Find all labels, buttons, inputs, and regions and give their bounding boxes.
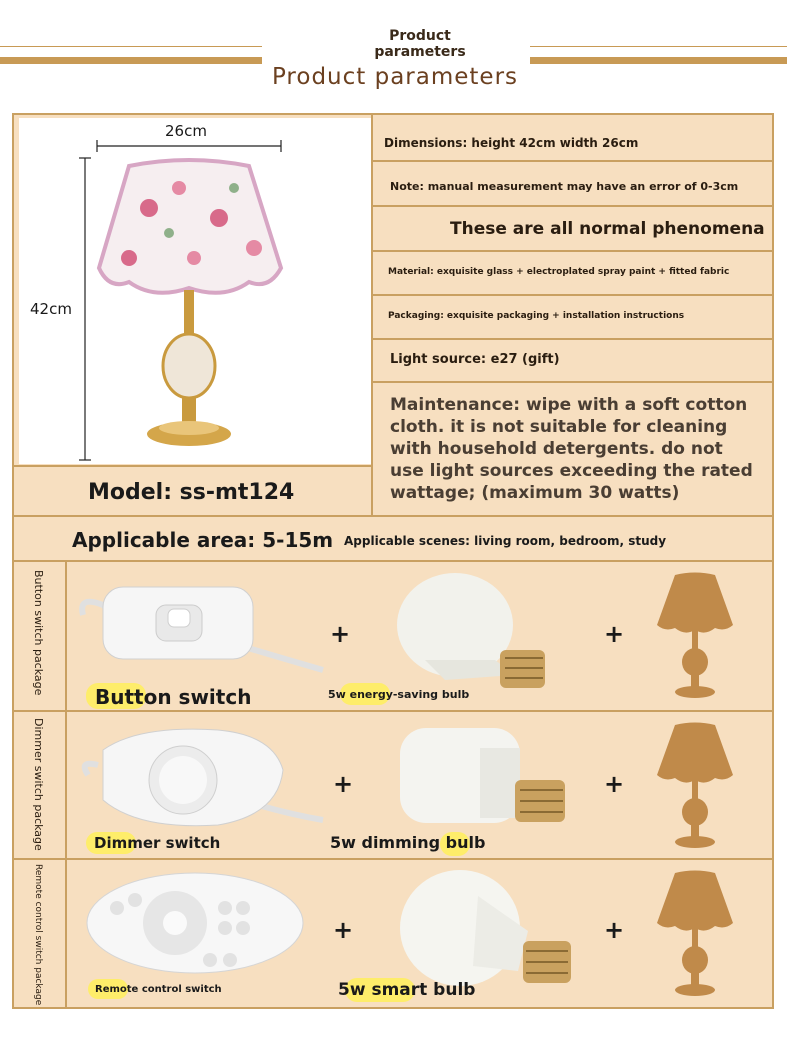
model-divider-top — [14, 465, 372, 467]
spec-light-source: Light source: e27 (gift) — [390, 352, 560, 367]
package-side-label: Dimmer switch package — [32, 718, 45, 851]
plus-icon: + — [604, 620, 625, 648]
lamp-illustration — [19, 118, 371, 464]
package-divider — [14, 858, 772, 860]
package-2-bulb — [395, 718, 575, 847]
package-bulb-label: 5w smart bulb — [338, 980, 476, 1000]
package-side-label: Button switch package — [32, 570, 45, 696]
plus-icon: + — [333, 916, 354, 944]
spec-divider — [373, 250, 772, 252]
applicable-scenes: Applicable scenes: living room, bedroom, study — [344, 534, 667, 548]
plus-icon: + — [330, 620, 351, 648]
model-number: Model: ss-mt124 — [88, 480, 295, 505]
spec-divider — [373, 294, 772, 296]
package-divider — [14, 710, 772, 712]
plus-icon: + — [604, 770, 625, 798]
applicable-area: Applicable area: 5-15m — [72, 528, 334, 552]
lamp-silhouette-icon — [655, 570, 735, 704]
package-1-bulb — [385, 570, 560, 704]
spec-divider — [373, 381, 772, 383]
spec-divider — [373, 338, 772, 340]
spec-packaging: Packaging: exquisite packaging + installation instructions — [388, 311, 685, 321]
spec-maintenance: Maintenance: wipe with a soft cotton cloth. it is not suitable for cleaning with household detergents. do not use light sources exceeding the rated wattage; (maximum 30 watts) — [390, 395, 753, 503]
header-bar-left — [0, 57, 262, 64]
lamp-silhouette-icon — [655, 720, 735, 854]
width-dimension-label: 26cm — [165, 122, 207, 140]
package-3-remote — [85, 868, 305, 982]
spec-normal-phenomena: These are all normal phenomena — [450, 219, 765, 239]
package-switch-label: Dimmer switch — [94, 834, 221, 852]
lamp-image-box — [19, 118, 371, 464]
spec-note: Note: manual measurement may have an error of 0-3cm — [390, 180, 739, 193]
spec-dimensions: Dimensions: height 42cm width 26cm — [384, 136, 639, 150]
header-line-right — [530, 46, 787, 47]
package-bulb-label: 5w dimming bulb — [330, 833, 486, 852]
spec-divider — [373, 205, 772, 207]
package-2-switch — [78, 720, 328, 839]
package-switch-label: Button switch — [95, 685, 252, 709]
height-dimension-label: 42cm — [30, 300, 72, 318]
spec-material: Material: exquisite glass + electroplated spray paint + fitted fabric — [388, 267, 730, 277]
area-divider-top — [14, 515, 772, 517]
header-line-left — [0, 46, 262, 47]
package-switch-label: Remote control switch — [95, 984, 222, 995]
area-divider-bottom — [14, 560, 772, 562]
lamp-silhouette-icon — [655, 868, 735, 1002]
header-title: Product parameters — [271, 64, 519, 90]
header-small-title: Product parameters — [374, 28, 466, 60]
package-1-switch — [78, 575, 328, 694]
package-label-divider — [65, 562, 67, 1007]
divider-image-specs — [371, 115, 373, 515]
plus-icon: + — [333, 770, 354, 798]
package-side-label: Remote control switch package — [33, 864, 43, 1006]
header-bar-right — [530, 57, 787, 64]
package-bulb-label: 5w energy-saving bulb — [328, 688, 470, 701]
spec-divider — [373, 160, 772, 162]
plus-icon: + — [604, 916, 625, 944]
